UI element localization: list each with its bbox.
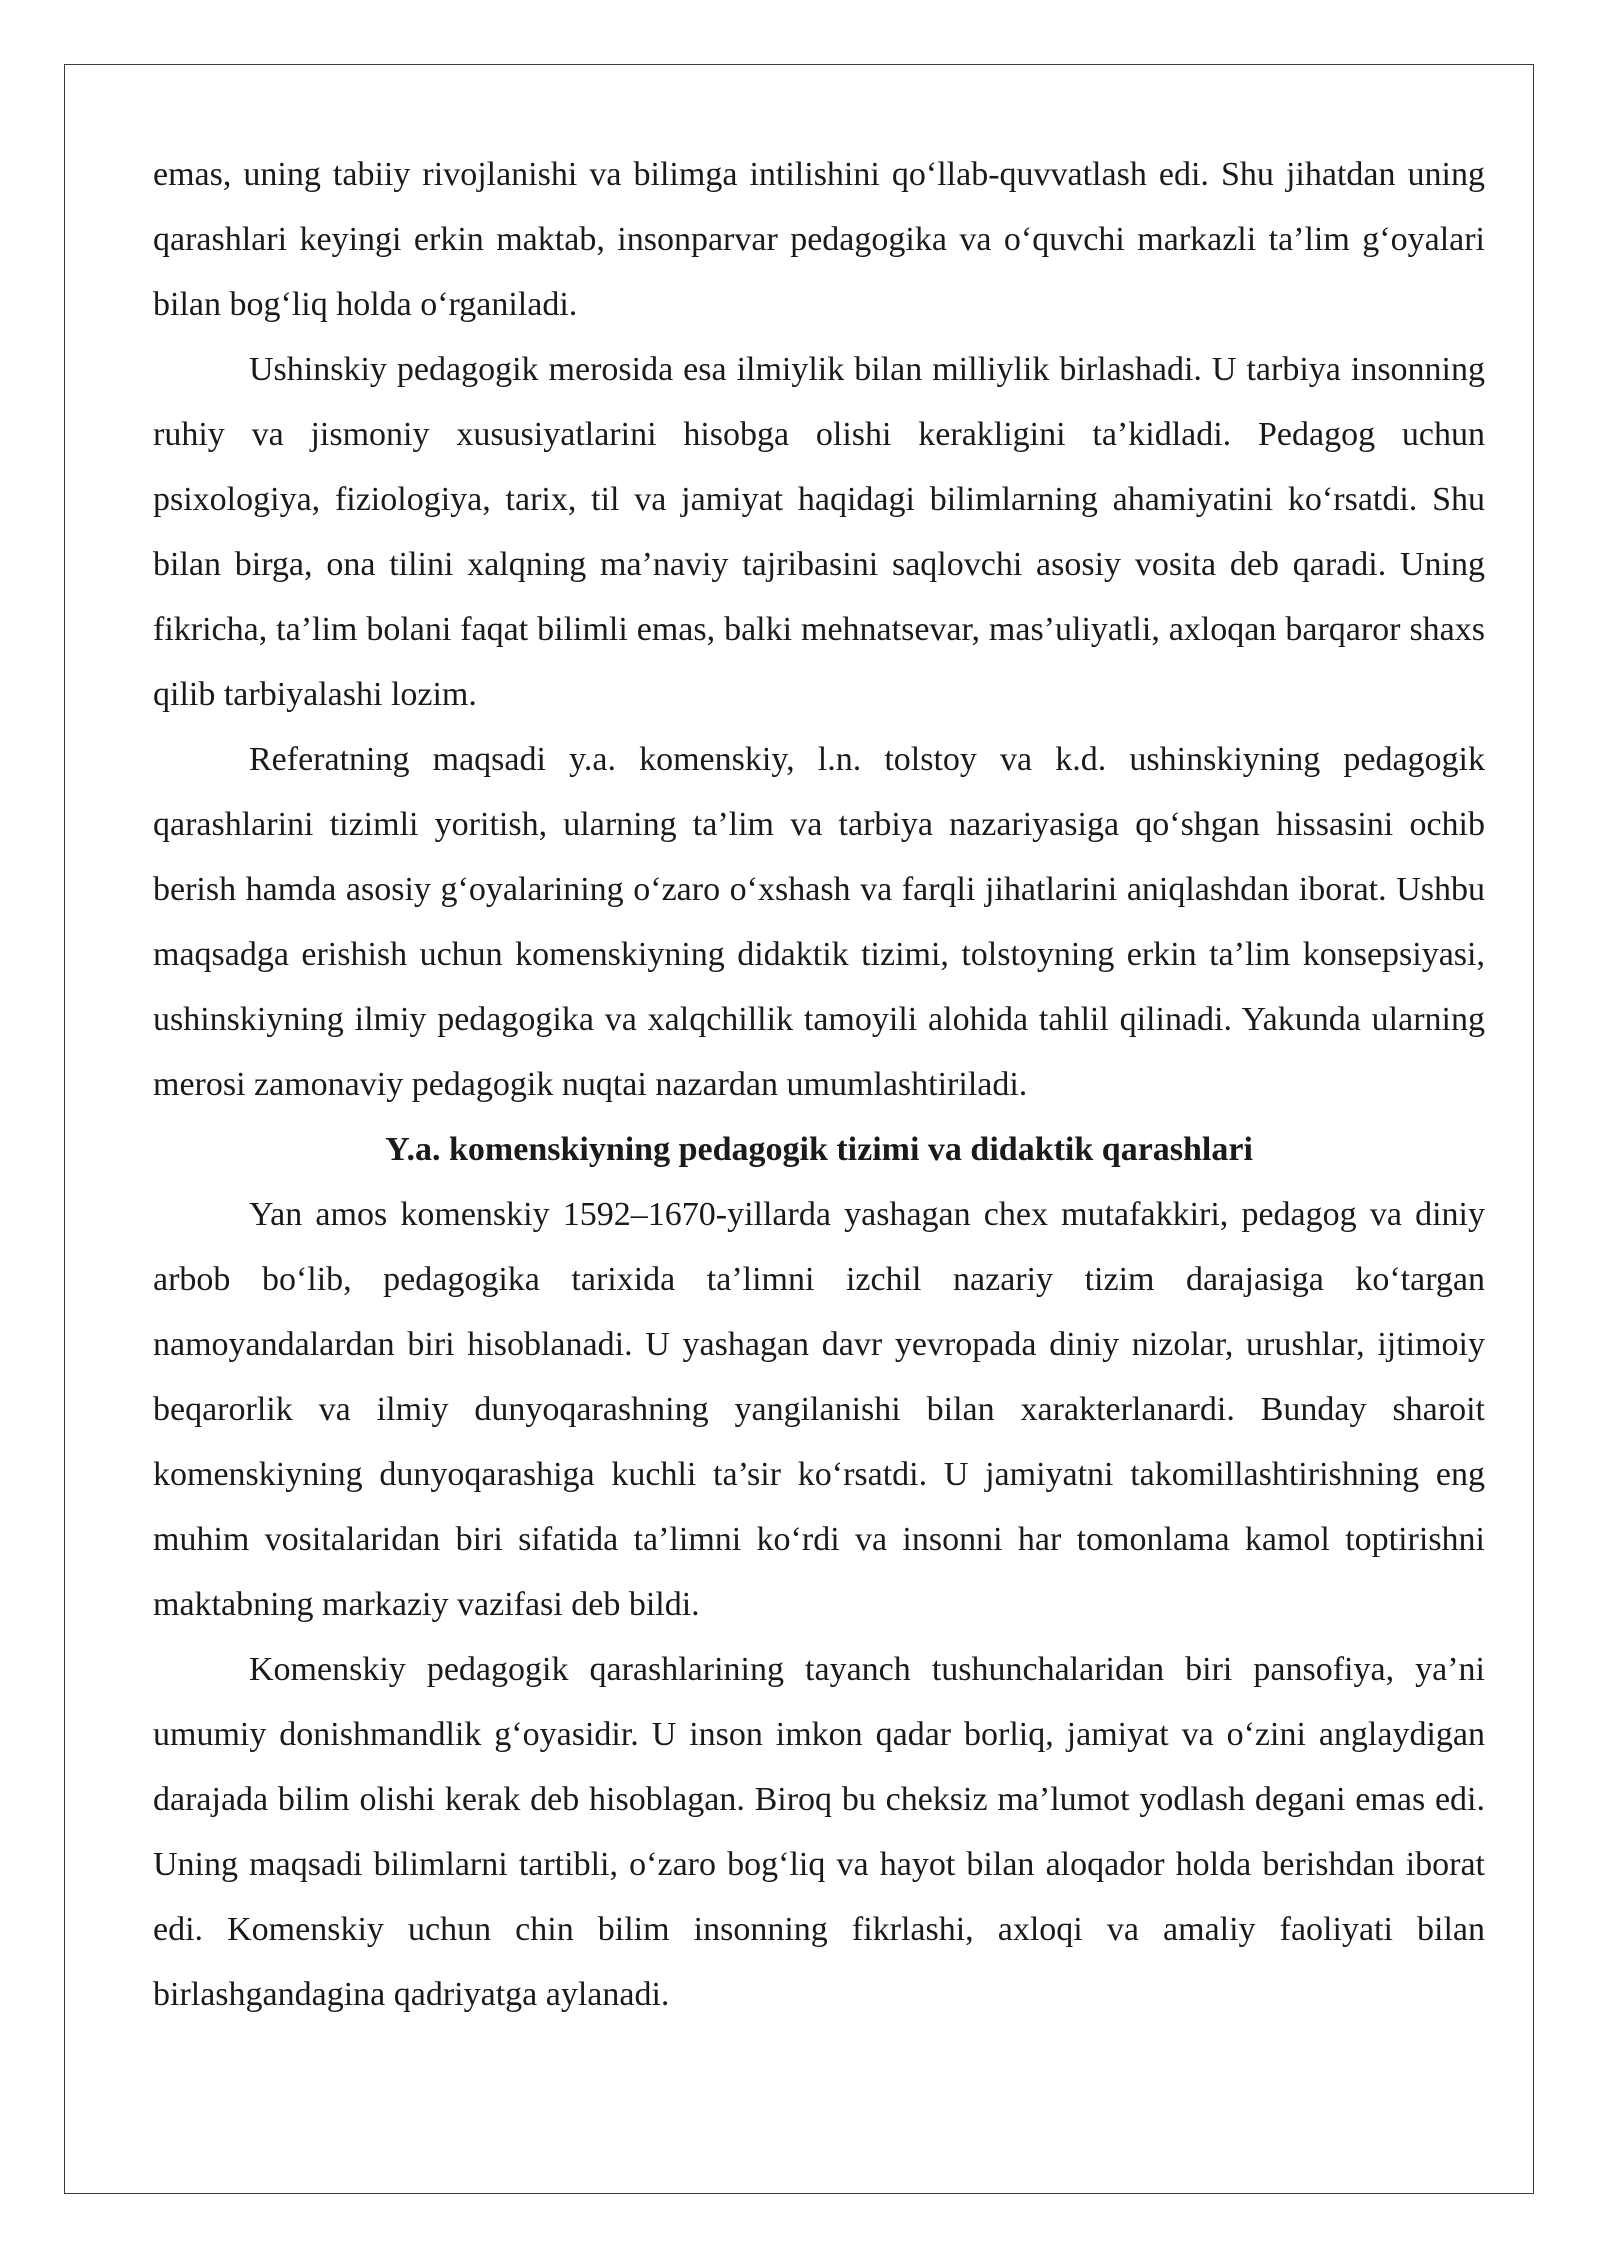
paragraph-referat-goal: Referatning maqsadi y.a. komenskiy, l.n. tolstoy va k.d. ushinskiyning pedagogik qarashlarini tizimli yoritish, ularning ta’lim va tarbiya nazariyasiga qo‘shgan hissasini ochib berish hamda asosiy g‘oyalarining o‘zaro o‘xshash va farqli jihatlarini aniqlashdan iborat. Ushbu maqsadga erishish uchun komenskiyning didaktik tizimi, tolstoyning erkin ta’lim konsepsiyasi, ushinskiyning ilmiy pedagogika va xalqchillik tamoyili alohida tahlil qilinadi. Yakunda ularning merosi zamonaviy pedagogik nuqtai nazardan umumlashtiriladi. xyxy=(153,741,1485,1103)
paragraph-komenskiy-bio: Yan amos komenskiy 1592–1670-yillarda yashagan chex mutafakkiri, pedagog va diniy arbob bo‘lib, pedagogika tarixida ta’limni izchil nazariy tizim darajasiga ko‘targan namoyandalardan biri hisoblanadi. U yashagan davr yevropada diniy nizolar, urushlar, ijtimoiy beqarorlik va ilmiy dunyoqarashning yangilanishi bilan xarakterlanardi. Bunday sharoit komenskiyning dunyoqarashiga kuchli ta’sir ko‘rsatdi. U jamiyatni takomillashtirishning eng muhim vositalaridan biri sifatida ta’limni ko‘rdi va insonni har tomonlama kamol toptirishni maktabning markaziy vazifasi deb bildi. xyxy=(153,1196,1485,1623)
paragraph-continuation: emas, uning tabiiy rivojlanishi va bilimga intilishini qo‘llab-quvvatlash edi. Shu jihatdan uning qarashlari keyingi erkin maktab, insonparvar pedagogika va o‘quvchi markazli ta’lim g‘oyalari bilan bog‘liq holda o‘rganiladi. xyxy=(153,156,1485,323)
paragraph-pansofiya: Komenskiy pedagogik qarashlarining tayanch tushunchalaridan biri pansofiya, ya’ni umumiy donishmandlik g‘oyasidir. U inson imkon qadar borliq, jamiyat va o‘zini anglaydigan darajada bilim olishi kerak deb hisoblagan. Biroq bu cheksiz ma’lumot yodlash degani emas edi. Uning maqsadi bilimlarni tartibli, o‘zaro bog‘liq va hayot bilan aloqador holda berishdan iborat edi. Komenskiy uchun chin bilim insonning fikrlashi, axloqi va amaliy faoliyati bilan birlashgandagina qadriyatga aylanadi. xyxy=(153,1651,1485,2013)
document-body xyxy=(153,142,1485,2027)
section-heading: Y.a. komenskiyning pedagogik tizimi va didaktik qarashlari xyxy=(385,1131,1253,1168)
paragraph-ushinskiy: Ushinskiy pedagogik merosida esa ilmiylik bilan milliylik birlashadi. U tarbiya insonning ruhiy va jismoniy xususiyatlarini hisobga olishi kerakligini ta’kidladi. Pedagog uchun psixologiya, fiziologiya, tarix, til va jamiyat haqidagi bilimlarning ahamiyatini ko‘rsatdi. Shu bilan birga, ona tilini xalqning ma’naviy tajribasini saqlovchi asosiy vosita deb qaradi. Uning fikricha, ta’lim bolani faqat bilimli emas, balki mehnatsevar, mas’uliyatli, axloqan barqaror shaxs qilib tarbiyalashi lozim. xyxy=(153,351,1485,713)
